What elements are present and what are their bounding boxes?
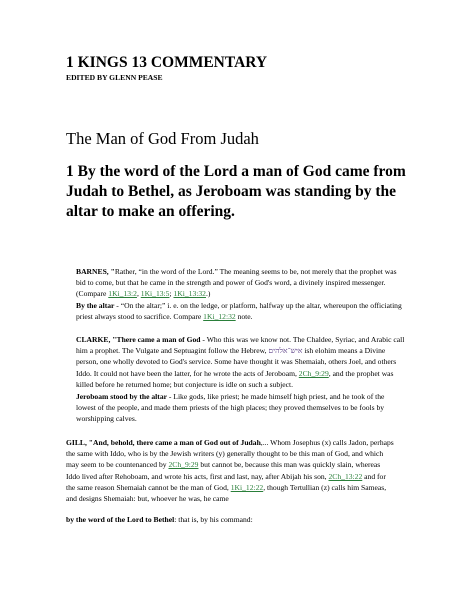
scripture-link[interactable]: 1Ki_12:32 (203, 312, 236, 322)
editor-credit: EDITED BY GLENN PEASE (66, 73, 163, 82)
barnes-altar-paragraph: By the altar - “On the altar;” i. e. on the ledge, or platform, halfway up the altar, whereupon the officiating priest always stood to sacrifice. Compare 1Ki_12:32 note. (76, 301, 402, 322)
scripture-link[interactable]: 2Ch_13:22 (328, 471, 363, 481)
gill-word-text: : that is, by his command: (174, 515, 253, 524)
scripture-link[interactable]: 1Ki_13:32 (173, 289, 206, 299)
section-title: The Man of God From Judah (66, 129, 259, 148)
gill-word-paragraph (66, 514, 396, 525)
scripture-link[interactable]: 1Ki_12:22 (230, 482, 264, 492)
barnes-paragraph: BARNES, "Rather, “in the word of the Lord.” The meaning seems to be, not merely that the prophet was bid to come, but that he came in the strength and power of God's word, a divinely inspired messenger. (Compare 1Ki_13:2, 1Ki_13:5; 1Ki_13:32.) (76, 267, 397, 299)
scripture-link[interactable]: 1Ki_13:5 (140, 289, 170, 299)
gill-text: ,... Whom Josephus (x) calls Jadon, perhaps the same with Iddo, who is by the Jewish writers (y) generally thought to be this man of God, and which may seem to be countenanced by (66, 438, 394, 470)
barnes-altar-lead: By the altar (76, 301, 115, 310)
clarke-paragraph: CLARKE, "There came a man of God - Who this was we know not. The Chaldee, Syriac, and Arabic call him a prophet. The Vulgate and Septuagint follow the Hebrew, איש־אלהים ish elohim means a Divine person, one wholly devoted to God's service. Some have thought it was Shemaiah, others Joel, and others Iddo. It could not have been the latter, for he wrote the acts of Jeroboam, 2Ch_9:29, and the prophet was killed before he returned home; but conjecture is idle on such a subject. (76, 335, 405, 389)
gill-paragraph: GILL, "And, behold, there came a man of God out of Judah,... Whom Josephus (x) calls Jadon, perhaps the same with Iddo, who is by the Jewish writers (y) generally thought to be this man of God, and which may seem to be countenanced by 2Ch_9:29 but cannot be, because this man was quickly slain, whereas Iddo lived after Rehoboam, and wrote his acts, first and last, nay, after Abijah his son, 2Ch_13:22 and for the same reason Shemaiah cannot be the man of God, 1Ki_12:22, though Tertullian (z) calls him Sameas, and designs Shemaiah: but, whoever he was, he came (66, 438, 394, 504)
barnes-lead: BARNES, " (76, 267, 115, 276)
clarke-text: - Who this was we know not. The Chaldee, Syriac, and Arabic call him a prophet. The Vulgate and Septuagint follow the Hebrew, (76, 335, 405, 356)
barnes-altar-text: - “On the altar;” i. e. on the ledge, or platform, halfway up the altar, whereupon the officiating priest always stood to sacrifice. Compare (76, 301, 402, 322)
hebrew-text: איש־אלהים (268, 346, 303, 356)
gill-lead: GILL, "And, behold, there came a man of God out of Judah (66, 438, 261, 447)
verse-heading: 1 By the word of the Lord a man of God came from Judah to Bethel, as Jeroboam was standing by the altar to make an offering. (66, 163, 406, 220)
scripture-link[interactable]: 2Ch_9:29 (168, 460, 199, 470)
barnes-text: Rather, “in the word of the Lord.” The meaning seems to be, not merely that the prophet was bid to come, but that he came in the strength and power of God's word, a divinely inspired messenger. (Compare (76, 267, 397, 299)
clarke-altar-lead: Jeroboam stood by the altar (76, 392, 167, 401)
scripture-link[interactable]: 1Ki_13:2 (108, 289, 137, 299)
document-title: 1 KINGS 13 COMMENTARY (66, 54, 268, 71)
clarke-altar-paragraph (66, 391, 406, 425)
clarke-altar-text: - Like gods, like priest; he made himself high priest, and he took of the lowest of the people, and made them priests of the high places; they proved themselves to be fools by worshipping calves. (76, 392, 385, 424)
scripture-link[interactable]: 2Ch_9:29 (298, 368, 329, 378)
clarke-lead: CLARKE, "There came a man of God (76, 335, 201, 344)
gill-word-lead: by the word of the Lord to Bethel (66, 515, 175, 524)
